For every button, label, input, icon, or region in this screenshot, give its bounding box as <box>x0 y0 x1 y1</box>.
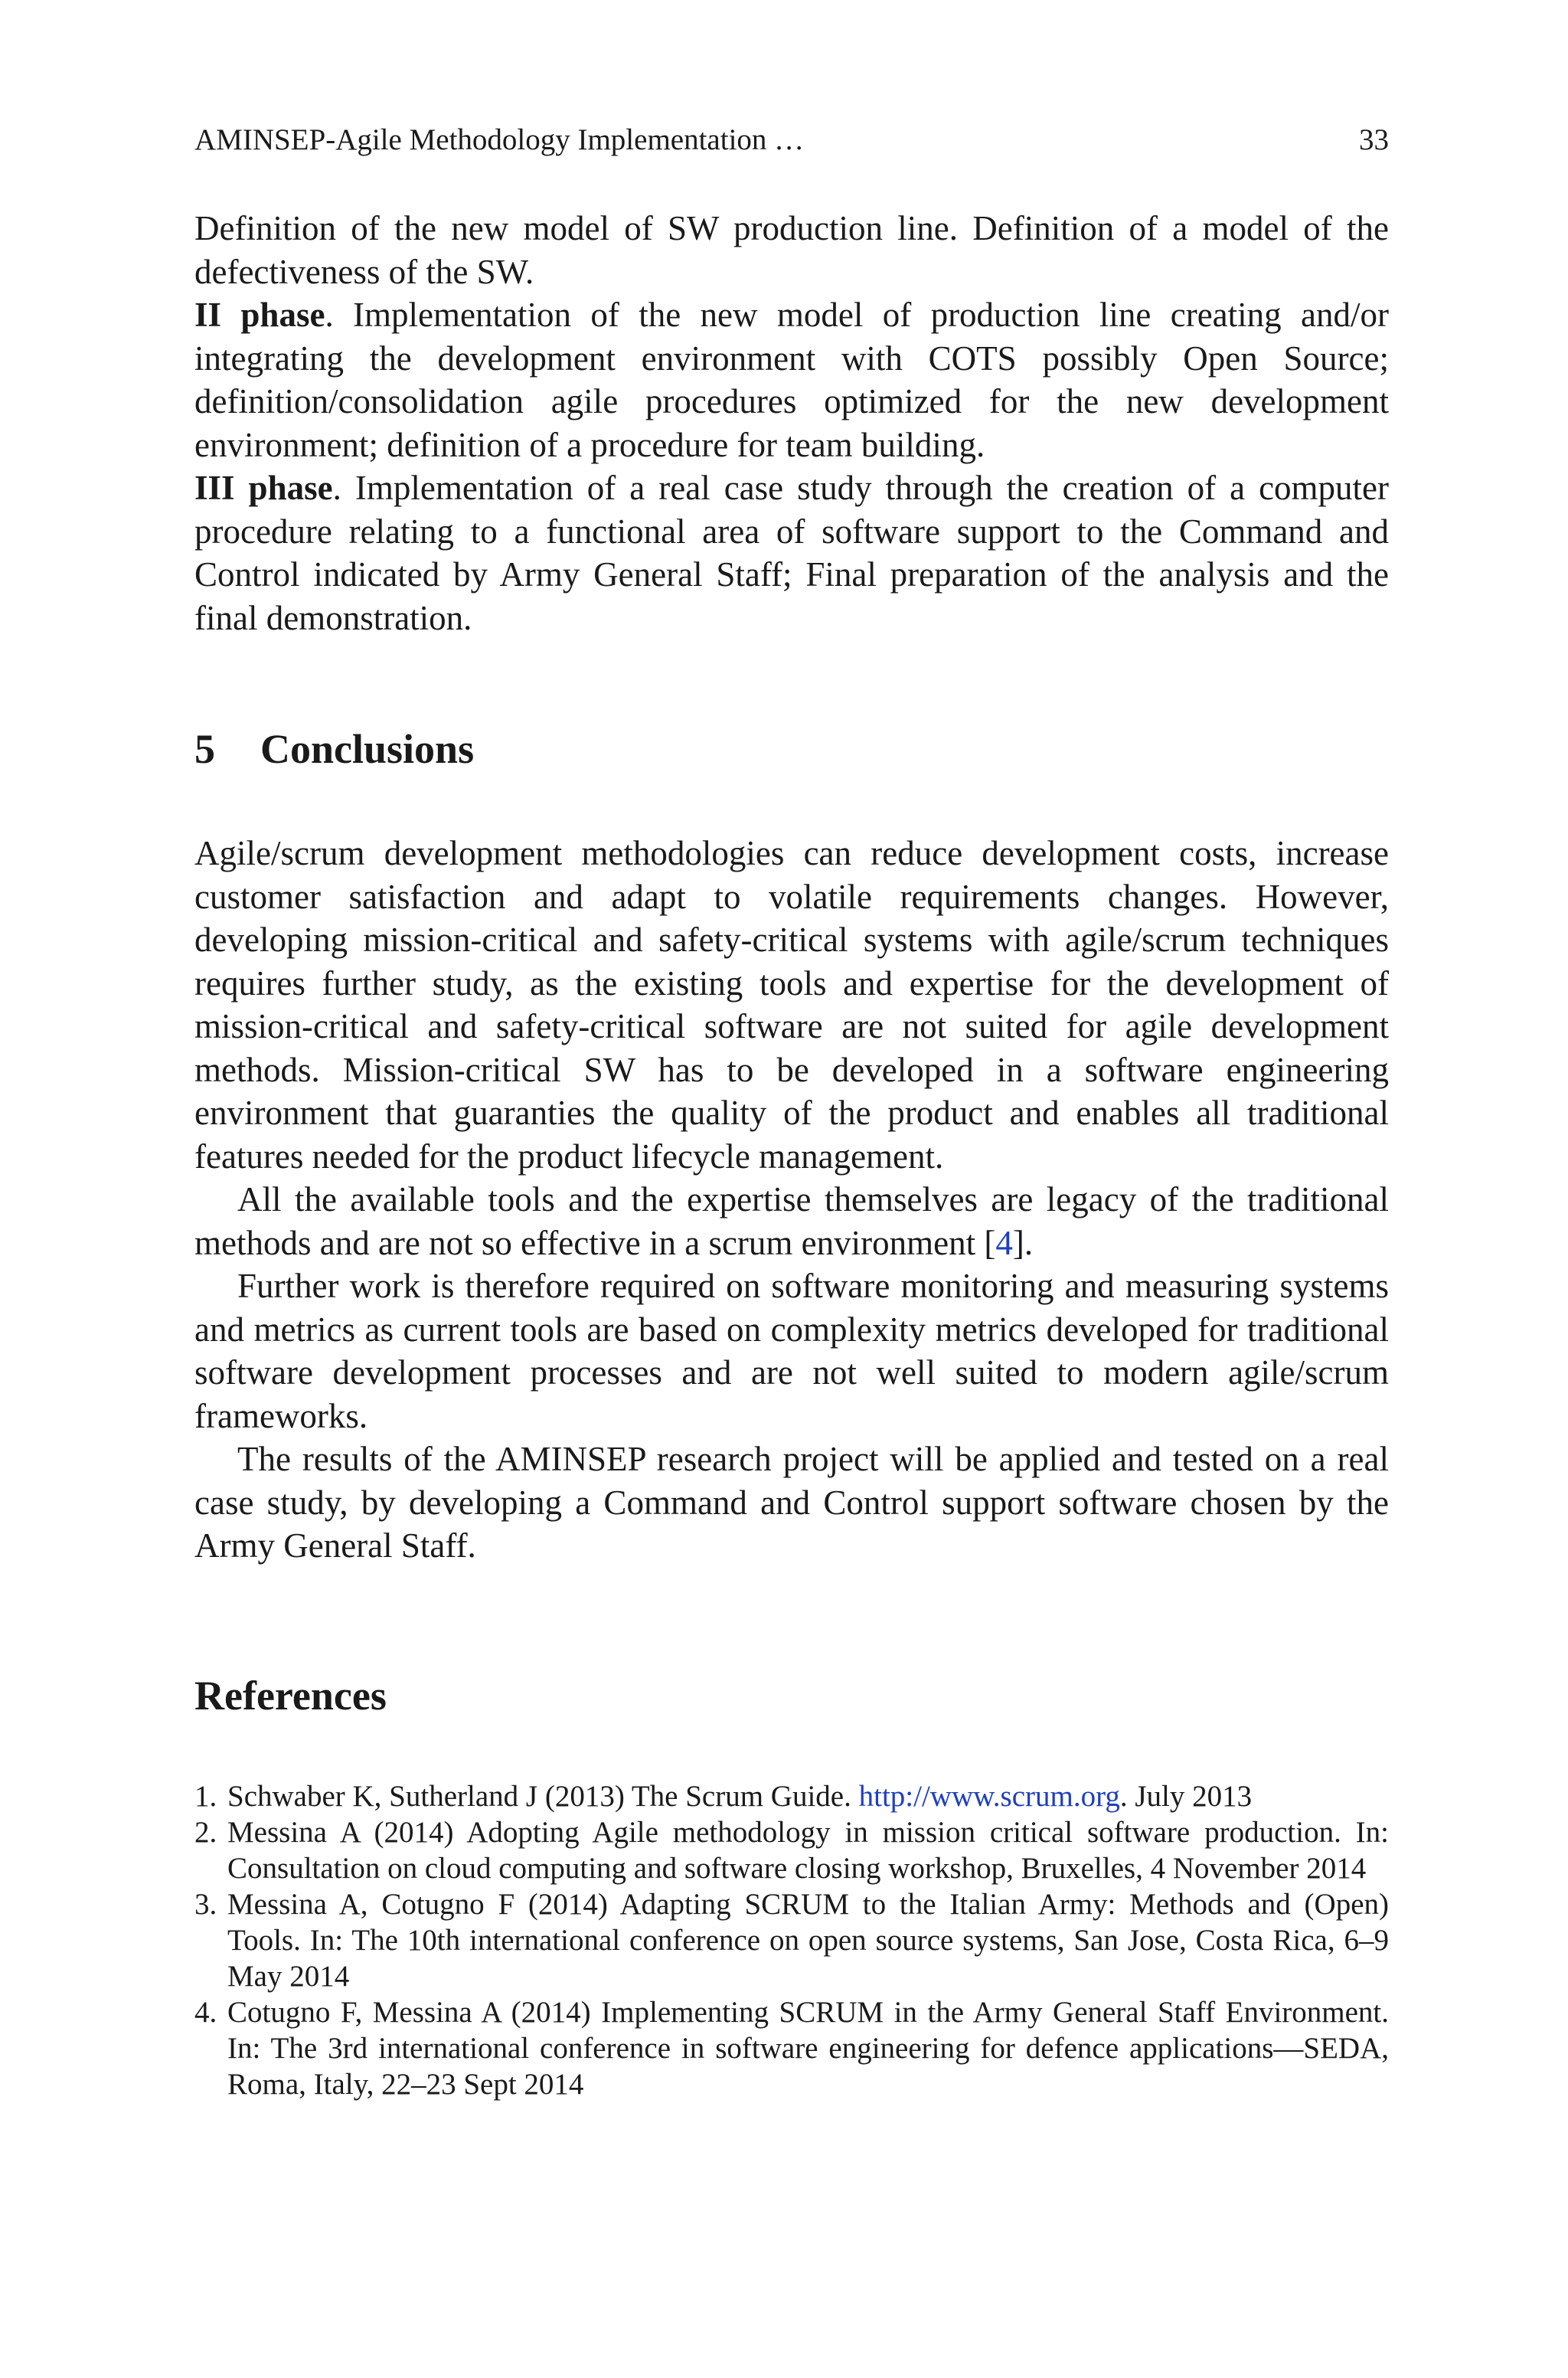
reference-item <box>194 1778 1389 1814</box>
running-title: AMINSEP-Agile Methodology Implementation … <box>194 123 805 156</box>
section-title: Conclusions <box>260 726 475 772</box>
conclusions-text <box>194 832 1389 1568</box>
reference-text: Messina A (2014) Adopting Agile methodology in mission critical software production. In: Consultation on cloud computing and software closing workshop, Bruxelles, 4 November 2014 <box>227 1816 1389 1885</box>
reference-number: 2. <box>194 1816 217 1849</box>
section-heading <box>194 725 474 774</box>
reference-text: Cotugno F, Messina A (2014) Implementing SCRUM in the Army General Staff Environment. In: The 3rd international conference in software engineering for defence applications—SEDA, Roma, Italy, 22–23 Sept 2014 <box>227 1996 1389 2101</box>
conclusions-paragraph-2 <box>194 1178 1389 1264</box>
conclusions-paragraph-2-text: All the available tools and the expertise themselves are legacy of the traditional methods and are not so effective in a scrum environment [ <box>194 1180 1389 1262</box>
conclusions-paragraph-2-end: ]. <box>1012 1223 1034 1262</box>
conclusions-paragraph-4: The results of the AMINSEP research project will be applied and tested on a real case study, by developing a Command and Control support software chosen by the Army General Staff. <box>194 1440 1389 1565</box>
reference-number: 1. <box>194 1780 217 1813</box>
reference-url-link[interactable]: http://www.scrum.org <box>858 1780 1120 1813</box>
reference-item <box>194 1994 1389 2102</box>
reference-item <box>194 1814 1389 1886</box>
intro-paragraph: Definition of the new model of SW production line. Definition of a model of the defectiveness of the SW. <box>194 209 1389 291</box>
references-heading: References <box>194 1673 387 1719</box>
phase-3-text: . Implementation of a real case study through the creation of a computer procedure relating to a functional area of software support to the Command and Control indicated by Army General Staff; Final preparation of the analysis and the final demonstration. <box>194 469 1389 637</box>
citation-link[interactable]: 4 <box>995 1223 1013 1262</box>
phase-3-label: III phase <box>194 469 333 507</box>
references-list <box>194 1778 1389 2102</box>
running-header <box>194 123 1389 158</box>
reference-item <box>194 1886 1389 1994</box>
phase-2-text: . Implementation of the new model of production line creating and/or integrating the development environment with COTS possibly Open Source; definition/consolidation agile procedures optimized for the new development environment; definition of a procedure for team building. <box>194 296 1389 464</box>
intro-text <box>194 207 1389 639</box>
reference-text: Schwaber K, Sutherland J (2013) The Scrum Guide. <box>227 1780 859 1813</box>
page-number: 33 <box>1359 123 1389 156</box>
phase-2-label: II phase <box>194 296 325 334</box>
phase-3-paragraph <box>194 466 1389 639</box>
conclusions-paragraph-3: Further work is therefore required on software monitoring and measuring systems and metrics as current tools are based on complexity metrics developed for traditional software development processes and are not well suited to modern agile/scrum frameworks. <box>194 1267 1389 1435</box>
reference-text: Messina A, Cotugno F (2014) Adapting SCRUM to the Italian Army: Methods and (Open) Tools. In: The 10th international conference on open source systems, San Jose, Costa Rica, 6–9 May 2014 <box>227 1888 1389 1993</box>
phase-2-paragraph <box>194 293 1389 466</box>
reference-number: 4. <box>194 1996 217 2029</box>
conclusions-paragraph-1: Agile/scrum development methodologies can reduce development costs, increase customer satisfaction and adapt to volatile requirements changes. However, developing mission-critical and safety-critical systems with agile/scrum techniques requires further study, as the existing tools and expertise for the development of mission-critical and safety-critical software are not suited for agile development methods. Mission-critical SW has to be developed in a software engineering environment that guaranties the quality of the product and enables all traditional features needed for the product lifecycle management. <box>194 834 1389 1176</box>
reference-number: 3. <box>194 1888 217 1921</box>
section-number: 5 <box>194 726 215 772</box>
reference-text-end: . July 2013 <box>1119 1780 1253 1813</box>
